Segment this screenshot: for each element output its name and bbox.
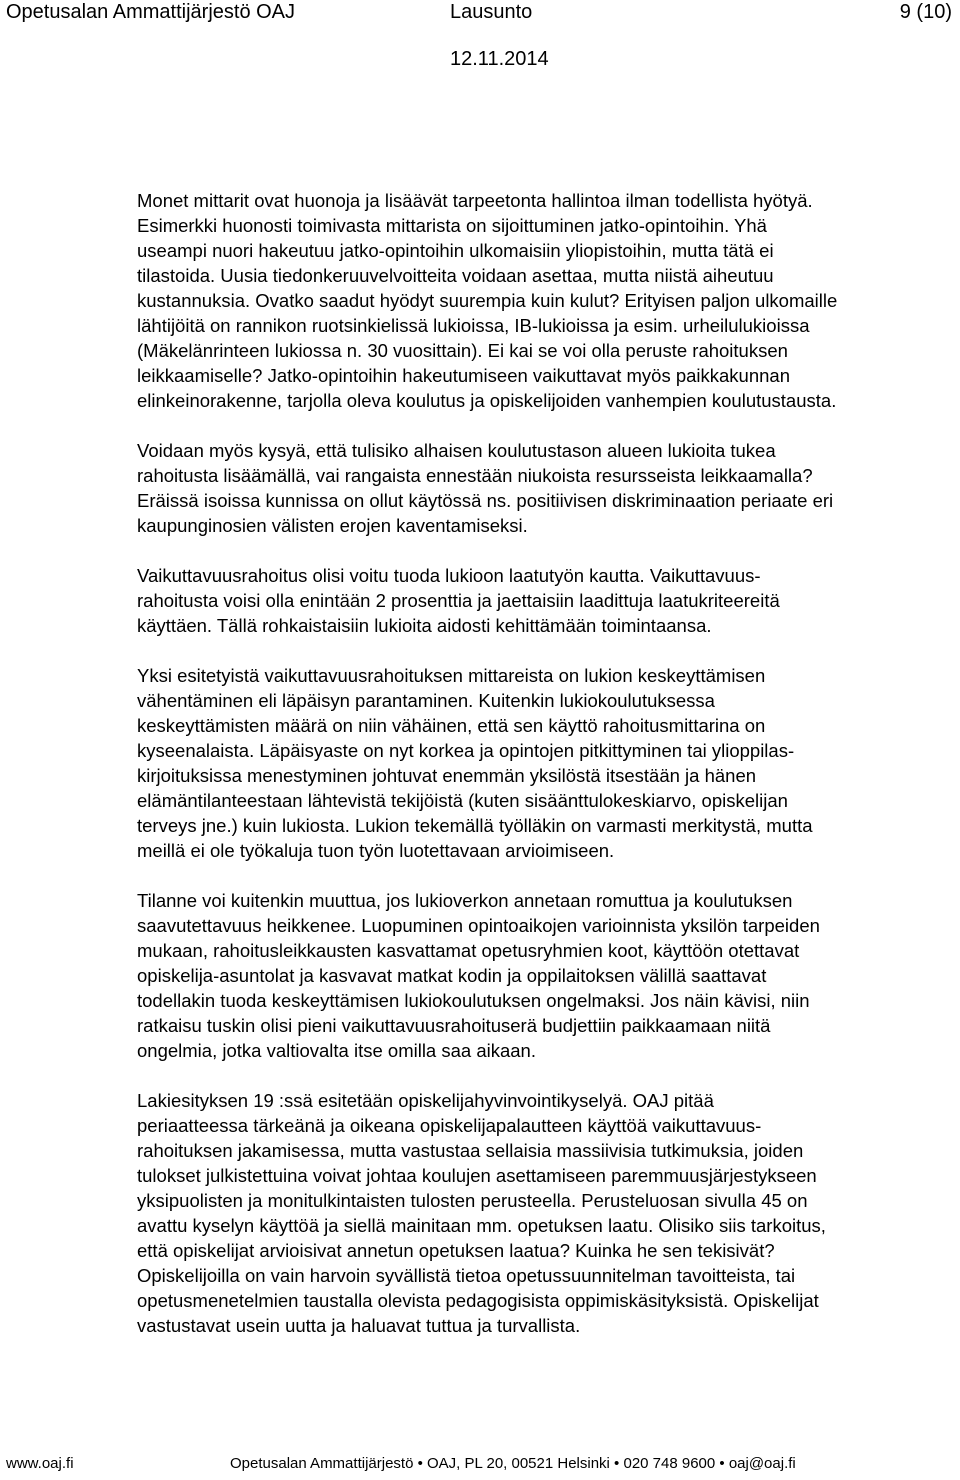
- paragraph-line: Monet mittarit ovat huonoja ja lisäävät tarpeetonta hallintoa ilman todellista hyötyä.: [137, 190, 813, 211]
- paragraph-line: Lakiesityksen 19 :ssä esitetään opiskelijahyvinvointikyselyä. OAJ pitää: [137, 1090, 714, 1111]
- paragraph-line: kaupunginosien välisten erojen kaventamiseksi.: [137, 515, 528, 536]
- paragraph-line: saavutettavuus heikkenee. Luopuminen opintoaikojen varioinnista yksilön tarpeiden: [137, 915, 820, 936]
- header-page-number: 9 (10): [899, 1, 952, 23]
- paragraph-line: tulokset julkistettuina voivat johtaa koulujen asettamiseen paremmuusjärjestykseen: [137, 1165, 817, 1186]
- paragraph: [137, 188, 957, 413]
- paragraph-line: käyttäen. Tällä rohkaistaisiin lukioita aidosti kehittämään toimintaansa.: [137, 615, 712, 636]
- paragraph-line: Voidaan myös kysyä, että tulisiko alhaisen koulutustason alueen lukioita tukea: [137, 440, 776, 461]
- paragraph-line: kustannuksia. Ovatko saadut hyödyt suurempia kuin kulut? Erityisen paljon ulkomaille: [137, 290, 838, 311]
- paragraph-line: Eräissä isoissa kunnissa on ollut käytössä ns. positiivisen diskriminaation periaate eri: [137, 490, 834, 511]
- paragraph-line: lähtijöitä on rannikon ruotsinkielissä lukioissa, IB-lukioissa ja esim. urheilulukioissa: [137, 315, 810, 336]
- paragraph-line: mukaan, rahoitusleikkausten kasvattamat opetusryhmien koot, käyttöön otettavat: [137, 940, 800, 961]
- paragraph-line: kyseenalaista. Läpäisyaste on nyt korkea ja opintojen pitkittyminen tai ylioppilas-: [137, 740, 795, 761]
- paragraph-line: yksipuolisten ja monitulkintaisten tulosten perusteella. Perusteluosan sivulla 45 on: [137, 1190, 808, 1211]
- paragraph-line: Esimerkki huonosti toimivasta mittarista on sijoittuminen jatko-opintoihin. Yhä: [137, 215, 767, 236]
- paragraph: [137, 563, 957, 638]
- paragraph: [137, 438, 957, 538]
- paragraph-line: leikkaamiselle? Jatko-opintoihin hakeutumiseen vaikuttavat myös paikkakunnan: [137, 365, 791, 386]
- paragraph-line: elinkeinorakenne, tarjolla oleva koulutus ja opiskelijoiden vanhempien koulutustausta.: [137, 390, 837, 411]
- page-header: [0, 0, 960, 80]
- page-footer: [0, 1454, 960, 1478]
- footer-website-link[interactable]: www.oaj.fi: [6, 1455, 74, 1472]
- paragraph-line: opetusmenetelmien taustalla olevista pedagogisista oppimiskäsityksistä. Opiskelijat: [137, 1290, 819, 1311]
- document-body: [137, 188, 957, 1363]
- header-organization: Opetusalan Ammattijärjestö OAJ: [6, 1, 296, 23]
- header-date: 12.11.2014: [450, 48, 549, 70]
- header-document-type: Lausunto: [450, 1, 533, 23]
- paragraph-line: todellakin tuoda keskeyttämisen lukiokoulutuksen ongelmaksi. Jos näin kävisi, niin: [137, 990, 810, 1011]
- paragraph-line: keskeyttämisten määrä on niin vähäinen, että sen käyttö rahoitusmittarina on: [137, 715, 766, 736]
- paragraph-line: vähentäminen eli läpäisyn parantaminen. Kuitenkin lukiokoulutuksessa: [137, 690, 715, 711]
- paragraph-line: Opiskelijoilla on vain harvoin syvällistä tietoa opetussuunnitelman tavoitteista, tai: [137, 1265, 796, 1286]
- paragraph-line: useampi nuori hakeutuu jatko-opintoihin ulkomaisiin yliopistoihin, mutta tätä ei: [137, 240, 774, 261]
- paragraph-line: rahoituksen jakamisessa, mutta vastustaa sellaisia massiivisia tutkimuksia, joiden: [137, 1140, 804, 1161]
- paragraph-line: rahoitusta voisi olla enintään 2 prosenttia ja jaettaisiin laadittuja laatukriteereitä: [137, 590, 780, 611]
- paragraph-line: kirjoituksissa menestyminen johtuvat enemmän yksilöstä itsestään ja hänen: [137, 765, 757, 786]
- paragraph-line: ratkaisu tuskin olisi pieni vaikuttavuusrahoituserä budjettiin paikkaamaan niitä: [137, 1015, 771, 1036]
- paragraph-line: avattu kyselyn käyttöä ja siellä mainitaan mm. opetuksen laatu. Olisiko siis tarkoitus,: [137, 1215, 826, 1236]
- paragraph-line: elämäntilanteestaan lähtevistä tekijöistä (kuten sisäänttulokeskiarvo, opiskelijan: [137, 790, 788, 811]
- paragraph-line: Tilanne voi kuitenkin muuttua, jos lukioverkon annetaan romuttua ja koulutuksen: [137, 890, 793, 911]
- paragraph-line: opiskelija-asuntolat ja kasvavat matkat kodin ja oppilaitoksen välillä saattavat: [137, 965, 767, 986]
- paragraph-line: tilastoida. Uusia tiedonkeruuvelvoitteita voidaan asettaa, mutta niistä aiheutuu: [137, 265, 774, 286]
- paragraph-line: että opiskelijat arvioisivat annetun opetuksen laatua? Kuinka he sen tekisivät?: [137, 1240, 775, 1261]
- paragraph-line: rahoitusta lisäämällä, vai rangaista ennestään niukoista resursseista leikkaamalla?: [137, 465, 813, 486]
- paragraph: [137, 663, 957, 863]
- paragraph-line: Vaikuttavuusrahoitus olisi voitu tuoda lukioon laatutyön kautta. Vaikuttavuus-: [137, 565, 761, 586]
- paragraph-line: Yksi esitetyistä vaikuttavuusrahoituksen mittareista on lukion keskeyttämisen: [137, 665, 766, 686]
- paragraph: [137, 888, 957, 1063]
- paragraph-line: ongelmia, jotka valtiovalta itse omilla saa aikaan.: [137, 1040, 536, 1061]
- paragraph-line: periaatteessa tärkeänä ja oikeana opiskelijapalautteen käyttöä vaikuttavuus-: [137, 1115, 762, 1136]
- paragraph-line: meillä ei ole työkaluja tuon työn luotettavaan arvioimiseen.: [137, 840, 615, 861]
- paragraph-line: terveys jne.) kuin lukiosta. Lukion tekemällä työlläkin on varmasti merkitystä, mutta: [137, 815, 813, 836]
- paragraph: [137, 1088, 957, 1338]
- paragraph-line: (Mäkelänrinteen lukiossa n. 30 vuosittain). Ei kai se voi olla peruste rahoituksen: [137, 340, 788, 361]
- paragraph-line: vastustavat usein uutta ja haluavat tuttua ja turvallista.: [137, 1315, 581, 1336]
- footer-contact-info: Opetusalan Ammattijärjestö • OAJ, PL 20, 00521 Helsinki • 020 748 9600 • oaj@oaj.fi: [230, 1455, 796, 1472]
